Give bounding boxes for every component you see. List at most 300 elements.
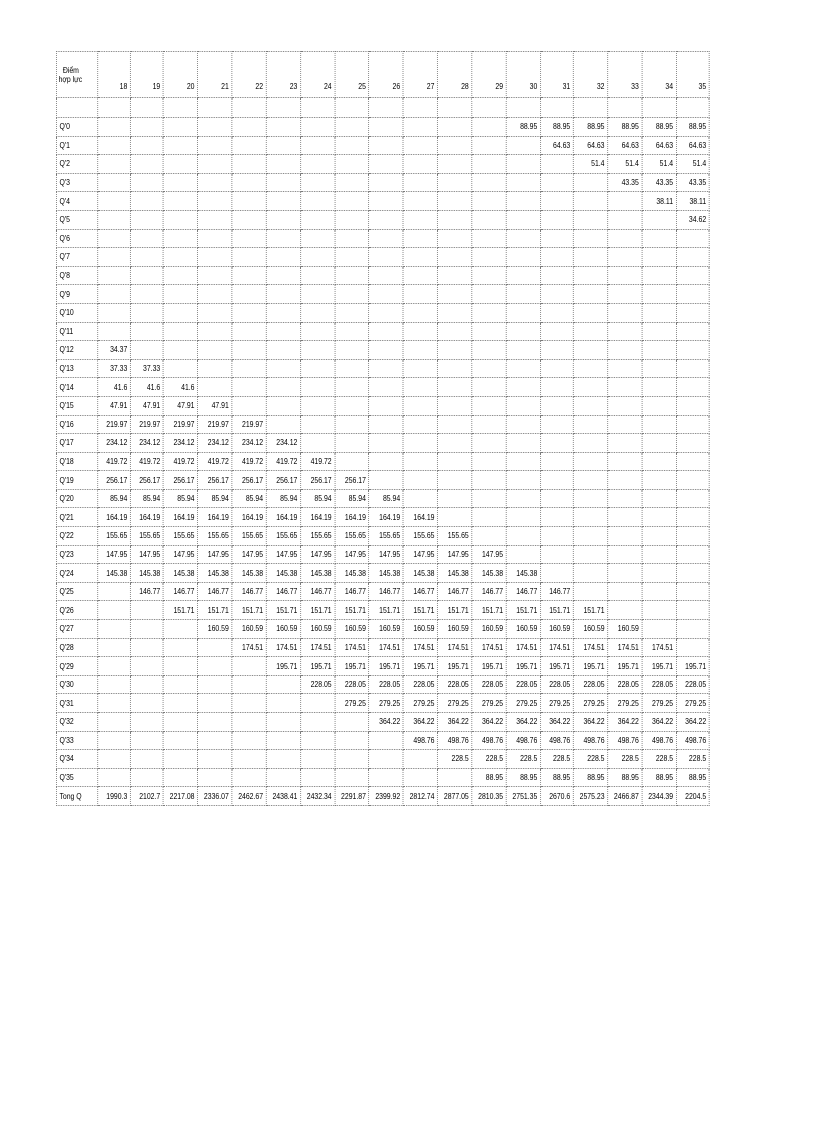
- table-cell: [506, 192, 540, 211]
- table-cell: [403, 266, 437, 285]
- table-cell: 151.71: [472, 601, 506, 620]
- table-cell: [266, 675, 300, 694]
- table-cell: [676, 564, 709, 583]
- table-cell: [232, 713, 266, 732]
- table-cell: [573, 229, 607, 248]
- table-cell: [472, 266, 506, 285]
- table-cell: [130, 731, 163, 750]
- table-row: [56, 508, 709, 527]
- table-cell: [540, 155, 573, 174]
- table-cell: 37.33: [130, 359, 163, 378]
- table-cell: 364.22: [642, 713, 676, 732]
- table-cell: 195.71: [437, 657, 471, 676]
- table-row: [56, 118, 709, 137]
- table-cell: [369, 750, 403, 769]
- table-cell: 164.19: [232, 508, 266, 527]
- table-row: [56, 713, 709, 732]
- table-cell: 419.72: [130, 452, 163, 471]
- table-cell: [540, 396, 573, 415]
- table-cell: [506, 489, 540, 508]
- row-label: Q'32: [56, 713, 97, 732]
- table-cell: 155.65: [369, 527, 403, 546]
- table-cell: [608, 210, 642, 229]
- table-cell: [163, 229, 197, 248]
- table-cell: [403, 768, 437, 787]
- table-cell: [506, 285, 540, 304]
- table-cell: [266, 285, 300, 304]
- table-cell: 85.94: [369, 489, 403, 508]
- blank-cell: [300, 98, 334, 118]
- table-cell: [130, 322, 163, 341]
- table-cell: [642, 545, 676, 564]
- table-cell: 2575.23: [573, 787, 607, 806]
- table-cell: [335, 713, 369, 732]
- table-row: [56, 359, 709, 378]
- row-label: Q'14: [56, 378, 97, 397]
- table-cell: [163, 136, 197, 155]
- column-header: 34: [642, 52, 676, 98]
- table-cell: [198, 713, 232, 732]
- table-cell: [369, 471, 403, 490]
- table-cell: [472, 155, 506, 174]
- table-cell: 256.17: [130, 471, 163, 490]
- table-cell: [300, 768, 334, 787]
- table-cell: [608, 601, 642, 620]
- column-header: 24: [300, 52, 334, 98]
- table-cell: [403, 192, 437, 211]
- table-cell: [300, 434, 334, 453]
- table-cell: [403, 415, 437, 434]
- table-cell: [472, 210, 506, 229]
- table-cell: 256.17: [163, 471, 197, 490]
- table-cell: [300, 192, 334, 211]
- table-cell: [506, 471, 540, 490]
- table-cell: [266, 731, 300, 750]
- table-cell: 47.91: [130, 396, 163, 415]
- table-cell: 155.65: [266, 527, 300, 546]
- table-cell: [642, 229, 676, 248]
- table-cell: [676, 415, 709, 434]
- table-cell: [573, 527, 607, 546]
- table-cell: 47.91: [97, 396, 130, 415]
- table-cell: 85.94: [130, 489, 163, 508]
- table-cell: 151.71: [266, 601, 300, 620]
- table-cell: 160.59: [266, 620, 300, 639]
- table-cell: 364.22: [437, 713, 471, 732]
- table-cell: [130, 638, 163, 657]
- column-header: 32: [573, 52, 607, 98]
- table-cell: [97, 155, 130, 174]
- table-cell: 146.77: [232, 582, 266, 601]
- table-row: [56, 173, 709, 192]
- table-cell: 47.91: [163, 396, 197, 415]
- table-cell: 2462.67: [232, 787, 266, 806]
- table-cell: [369, 210, 403, 229]
- table-cell: 155.65: [97, 527, 130, 546]
- table-cell: [130, 210, 163, 229]
- table-cell: 145.38: [97, 564, 130, 583]
- table-cell: [642, 359, 676, 378]
- table-row: [56, 396, 709, 415]
- table-cell: [130, 248, 163, 267]
- table-row: [56, 415, 709, 434]
- table-row: [56, 675, 709, 694]
- table-cell: [472, 396, 506, 415]
- table-cell: 85.94: [300, 489, 334, 508]
- blank-cell: [642, 98, 676, 118]
- table-cell: 234.12: [163, 434, 197, 453]
- table-cell: [573, 210, 607, 229]
- table-cell: [540, 303, 573, 322]
- table-cell: [198, 210, 232, 229]
- table-cell: [163, 620, 197, 639]
- table-cell: 146.77: [163, 582, 197, 601]
- table-cell: [608, 452, 642, 471]
- table-cell: 364.22: [506, 713, 540, 732]
- table-cell: [403, 471, 437, 490]
- table-cell: [437, 508, 471, 527]
- table-cell: [608, 248, 642, 267]
- table-cell: [163, 657, 197, 676]
- table-cell: [608, 415, 642, 434]
- table-cell: 88.95: [506, 768, 540, 787]
- table-cell: [232, 229, 266, 248]
- table-cell: 88.95: [506, 118, 540, 137]
- table-cell: [232, 768, 266, 787]
- table-cell: [335, 768, 369, 787]
- column-header: 30: [506, 52, 540, 98]
- table-cell: [608, 192, 642, 211]
- table-cell: [198, 285, 232, 304]
- table-cell: 145.38: [369, 564, 403, 583]
- table-cell: 364.22: [403, 713, 437, 732]
- table-cell: [506, 155, 540, 174]
- table-cell: [540, 192, 573, 211]
- table-cell: [130, 657, 163, 676]
- table-cell: [642, 471, 676, 490]
- table-cell: [676, 229, 709, 248]
- table-cell: [403, 229, 437, 248]
- table-cell: [540, 229, 573, 248]
- table-cell: [437, 266, 471, 285]
- table-cell: [163, 713, 197, 732]
- table-cell: [676, 396, 709, 415]
- table-cell: [232, 192, 266, 211]
- table-body: [56, 52, 709, 806]
- table-cell: [335, 248, 369, 267]
- table-cell: [300, 341, 334, 360]
- table-cell: 2204.5: [676, 787, 709, 806]
- table-row: [56, 452, 709, 471]
- table-cell: 195.71: [266, 657, 300, 676]
- table-cell: [198, 118, 232, 137]
- table-cell: 228.05: [676, 675, 709, 694]
- table-cell: 2466.87: [608, 787, 642, 806]
- table-cell: [540, 564, 573, 583]
- table-cell: 147.95: [130, 545, 163, 564]
- table-cell: [335, 303, 369, 322]
- table-cell: 146.77: [300, 582, 334, 601]
- table-row: [56, 229, 709, 248]
- table-cell: 174.51: [642, 638, 676, 657]
- table-cell: [437, 192, 471, 211]
- table-cell: [163, 750, 197, 769]
- column-header: 19: [130, 52, 163, 98]
- table-cell: [608, 378, 642, 397]
- table-cell: [130, 173, 163, 192]
- table-cell: [97, 192, 130, 211]
- table-cell: [403, 359, 437, 378]
- table-cell: [97, 657, 130, 676]
- table-cell: [266, 378, 300, 397]
- table-cell: [163, 210, 197, 229]
- blank-cell: [335, 98, 369, 118]
- table-cell: 228.5: [506, 750, 540, 769]
- table-cell: 279.25: [676, 694, 709, 713]
- table-cell: [130, 229, 163, 248]
- table-cell: [608, 396, 642, 415]
- table-cell: [369, 192, 403, 211]
- table-cell: [608, 489, 642, 508]
- table-cell: 145.38: [266, 564, 300, 583]
- table-cell: [266, 136, 300, 155]
- table-cell: [608, 545, 642, 564]
- table-cell: [472, 173, 506, 192]
- table-cell: 88.95: [608, 768, 642, 787]
- table-cell: 174.51: [335, 638, 369, 657]
- table-cell: 146.77: [198, 582, 232, 601]
- table-cell: [540, 452, 573, 471]
- table-cell: 228.5: [608, 750, 642, 769]
- table-cell: [198, 266, 232, 285]
- table-cell: [506, 378, 540, 397]
- blank-cell: [540, 98, 573, 118]
- table-cell: [97, 601, 130, 620]
- table-row: [56, 657, 709, 676]
- table-cell: 146.77: [472, 582, 506, 601]
- row-label: Q'11: [56, 322, 97, 341]
- table-row: [56, 155, 709, 174]
- column-header: 20: [163, 52, 197, 98]
- table-cell: [403, 322, 437, 341]
- table-cell: [506, 396, 540, 415]
- table-cell: [232, 322, 266, 341]
- table-cell: 256.17: [335, 471, 369, 490]
- table-cell: [642, 266, 676, 285]
- table-cell: [335, 210, 369, 229]
- table-cell: 88.95: [472, 768, 506, 787]
- table-cell: [676, 285, 709, 304]
- table-cell: [266, 173, 300, 192]
- table-cell: [130, 118, 163, 137]
- column-header: 18: [97, 52, 130, 98]
- table-cell: 160.59: [335, 620, 369, 639]
- table-cell: [300, 322, 334, 341]
- table-cell: [369, 415, 403, 434]
- table-cell: [198, 341, 232, 360]
- table-cell: 145.38: [335, 564, 369, 583]
- table-cell: 174.51: [403, 638, 437, 657]
- table-cell: [403, 118, 437, 137]
- table-cell: [403, 136, 437, 155]
- row-label: Q'23: [56, 545, 97, 564]
- table-cell: [232, 657, 266, 676]
- table-cell: 256.17: [198, 471, 232, 490]
- table-cell: [369, 378, 403, 397]
- table-cell: 88.95: [573, 768, 607, 787]
- blank-cell: [198, 98, 232, 118]
- table-cell: [335, 396, 369, 415]
- table-cell: 419.72: [232, 452, 266, 471]
- table-cell: [676, 638, 709, 657]
- table-cell: [163, 322, 197, 341]
- table-cell: 2217.08: [163, 787, 197, 806]
- row-label: Q'29: [56, 657, 97, 676]
- row-label: Q'33: [56, 731, 97, 750]
- table-cell: [437, 285, 471, 304]
- table-cell: [540, 359, 573, 378]
- table-cell: 228.05: [540, 675, 573, 694]
- table-cell: [369, 248, 403, 267]
- table-cell: [573, 582, 607, 601]
- table-cell: [506, 136, 540, 155]
- table-cell: 160.59: [232, 620, 266, 639]
- table-cell: [335, 136, 369, 155]
- table-cell: [300, 155, 334, 174]
- table-cell: [266, 303, 300, 322]
- table-cell: [300, 229, 334, 248]
- table-row: [56, 248, 709, 267]
- blank-row: [56, 98, 709, 118]
- table-cell: [198, 136, 232, 155]
- table-cell: 145.38: [163, 564, 197, 583]
- table-cell: 147.95: [198, 545, 232, 564]
- table-cell: 228.05: [506, 675, 540, 694]
- table-cell: [163, 118, 197, 137]
- table-cell: [642, 210, 676, 229]
- table-cell: 88.95: [642, 768, 676, 787]
- table-cell: 41.6: [130, 378, 163, 397]
- table-cell: 155.65: [403, 527, 437, 546]
- table-cell: [573, 489, 607, 508]
- table-cell: 364.22: [676, 713, 709, 732]
- table-cell: [232, 118, 266, 137]
- table-cell: 155.65: [232, 527, 266, 546]
- table-cell: [198, 192, 232, 211]
- blank-cell: [369, 98, 403, 118]
- table-cell: [335, 266, 369, 285]
- table-cell: [573, 248, 607, 267]
- table-cell: 88.95: [540, 768, 573, 787]
- table-cell: 164.19: [130, 508, 163, 527]
- table-cell: 234.12: [266, 434, 300, 453]
- table-cell: [97, 136, 130, 155]
- table-cell: 88.95: [608, 118, 642, 137]
- table-row: [56, 434, 709, 453]
- table-cell: [130, 601, 163, 620]
- table-cell: [97, 620, 130, 639]
- table-cell: [642, 601, 676, 620]
- table-cell: [198, 155, 232, 174]
- table-cell: [335, 415, 369, 434]
- blank-cell: [437, 98, 471, 118]
- table-cell: 147.95: [300, 545, 334, 564]
- blank-cell: [506, 98, 540, 118]
- table-cell: 164.19: [198, 508, 232, 527]
- table-cell: [335, 731, 369, 750]
- table-cell: [232, 136, 266, 155]
- table-cell: [472, 248, 506, 267]
- table-cell: 147.95: [335, 545, 369, 564]
- table-cell: [573, 341, 607, 360]
- table-cell: [540, 266, 573, 285]
- table-cell: [437, 322, 471, 341]
- table-cell: 219.97: [130, 415, 163, 434]
- table-cell: 151.71: [506, 601, 540, 620]
- blank-cell: [403, 98, 437, 118]
- table-cell: [506, 508, 540, 527]
- table-cell: [300, 210, 334, 229]
- table-cell: 219.97: [232, 415, 266, 434]
- row-label: Q'35: [56, 768, 97, 787]
- table-cell: 498.76: [403, 731, 437, 750]
- table-cell: [335, 285, 369, 304]
- table-row: [56, 285, 709, 304]
- table-cell: [97, 303, 130, 322]
- table-cell: 164.19: [97, 508, 130, 527]
- table-cell: 64.63: [676, 136, 709, 155]
- table-cell: 279.25: [540, 694, 573, 713]
- table-cell: [198, 657, 232, 676]
- row-label: Q'34: [56, 750, 97, 769]
- table-cell: 228.5: [642, 750, 676, 769]
- table-cell: [506, 322, 540, 341]
- table-cell: 234.12: [130, 434, 163, 453]
- table-cell: [369, 322, 403, 341]
- table-cell: [266, 192, 300, 211]
- table-cell: [163, 341, 197, 360]
- row-label: Q'28: [56, 638, 97, 657]
- table-cell: 43.35: [642, 173, 676, 192]
- row-label: Q'22: [56, 527, 97, 546]
- table-cell: [403, 396, 437, 415]
- table-cell: 155.65: [437, 527, 471, 546]
- table-cell: [198, 303, 232, 322]
- table-cell: [266, 694, 300, 713]
- table-cell: [403, 285, 437, 304]
- table-cell: [198, 229, 232, 248]
- row-label: Q'1: [56, 136, 97, 155]
- table-cell: [232, 359, 266, 378]
- table-cell: 85.94: [232, 489, 266, 508]
- data-table: [56, 51, 710, 806]
- table-cell: 146.77: [540, 582, 573, 601]
- table-cell: 195.71: [300, 657, 334, 676]
- table-cell: [198, 322, 232, 341]
- table-cell: [198, 359, 232, 378]
- table-cell: 41.6: [97, 378, 130, 397]
- table-cell: [335, 229, 369, 248]
- table-cell: [130, 285, 163, 304]
- table-cell: [608, 471, 642, 490]
- table-cell: 160.59: [198, 620, 232, 639]
- row-label: Q'17: [56, 434, 97, 453]
- table-cell: 151.71: [540, 601, 573, 620]
- table-cell: [437, 378, 471, 397]
- table-cell: [437, 415, 471, 434]
- table-cell: 228.5: [540, 750, 573, 769]
- table-cell: [642, 620, 676, 639]
